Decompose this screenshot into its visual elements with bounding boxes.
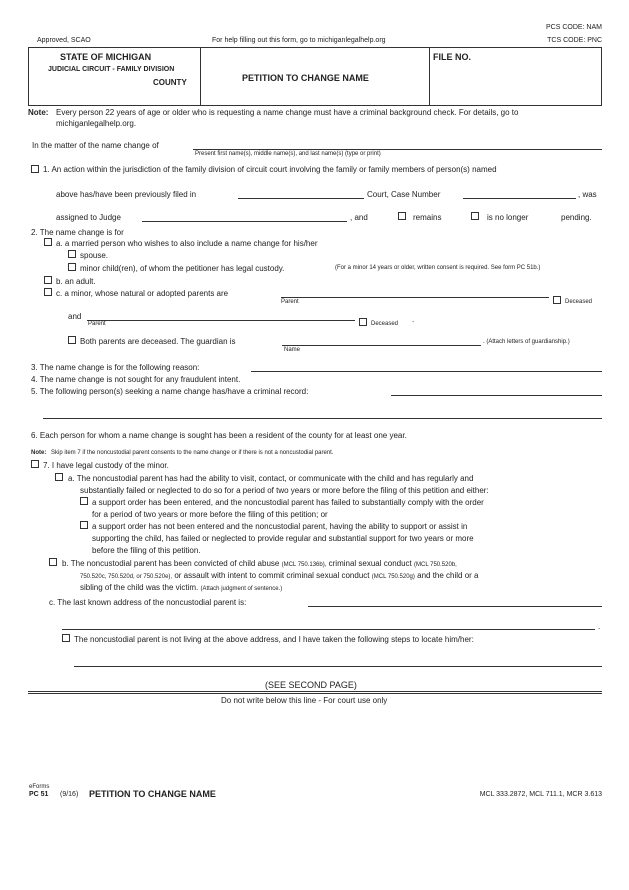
- footer-form-title: PETITION TO CHANGE NAME: [89, 789, 216, 799]
- eforms-label: eForms: [29, 784, 50, 790]
- item7b-text: and the child or a: [417, 571, 479, 580]
- item2b-text: b. an adult.: [56, 277, 96, 286]
- item7a-text: a. The noncustodial parent has had the ability to visit, contact, or communicate with the child and has regularly and: [68, 474, 474, 483]
- court-use-divider: [28, 691, 602, 692]
- note-label: Note:: [28, 108, 49, 117]
- item7b-text: criminal sexual conduct: [328, 559, 412, 568]
- item4-text: 4. The name change is not sought for any fraudulent intent.: [31, 375, 241, 384]
- attach-guardianship: . (Attach letters of guardianship.): [483, 339, 570, 345]
- spouse-label: spouse.: [80, 251, 109, 260]
- guardian-line: [282, 345, 481, 346]
- parent1-deceased-checkbox[interactable]: [553, 296, 561, 304]
- criminal-record-line-2: [43, 418, 602, 419]
- help-text: For help filling out this form, go to michiganlegalhelp.org: [212, 37, 386, 44]
- pending-label: pending.: [561, 213, 592, 222]
- item7a-checkbox[interactable]: [55, 473, 63, 481]
- item7b-text: or assault with intent to commit criminal sexual conduct: [174, 571, 370, 580]
- case-number-input[interactable]: [464, 188, 575, 198]
- parent-caption: Parent: [281, 299, 299, 305]
- court-input[interactable]: [239, 188, 363, 198]
- parent2-input[interactable]: [88, 310, 354, 320]
- attach-judgment: (Attach judgment of sentence.): [200, 586, 283, 592]
- file-no-input[interactable]: [434, 66, 594, 76]
- item7b-text: [62, 559, 457, 568]
- judge-line: [142, 221, 347, 222]
- support-entered-text: a support order has been entered, and the noncustodial parent has failed to substantially comply with the order: [92, 498, 484, 507]
- form-id: PC 51: [29, 791, 49, 798]
- parent1-input[interactable]: [282, 287, 548, 297]
- approval-text: Approved, SCAO: [37, 37, 91, 44]
- not-living-checkbox[interactable]: [62, 634, 70, 642]
- county-label: COUNTY: [153, 78, 187, 87]
- name-caption: Present first name(s), middle name(s), and last name(s) (type or print): [195, 151, 381, 157]
- mcl-ref: 750.520c, 750.520d, or 750.520e),: [80, 574, 173, 580]
- support-entered-text: for a period of two years or more before the filing of this petition; or: [92, 510, 328, 519]
- item7c-text: c. The last known address of the noncustodial parent is:: [49, 598, 247, 607]
- guardian-input[interactable]: [283, 335, 480, 345]
- criminal-record-line: [391, 395, 602, 396]
- deceased-caption: Deceased: [565, 299, 593, 305]
- both-deceased-checkbox[interactable]: [68, 336, 76, 344]
- spouse-checkbox[interactable]: [68, 250, 76, 258]
- no-longer-checkbox[interactable]: [471, 212, 479, 220]
- steps-line: [74, 666, 602, 667]
- minor-child-label: minor child(ren), of whom the petitioner has legal custody.: [80, 264, 285, 273]
- legal-references: MCL 333.2872, MCL 711.1, MCR 3.613: [479, 791, 602, 798]
- see-second-page: (SEE SECOND PAGE): [265, 680, 357, 690]
- support-not-entered-text: a support order has not been entered and the noncustodial parent, having the ability to support or assist in: [92, 522, 468, 531]
- reason-line: [251, 371, 602, 372]
- minor-child-checkbox[interactable]: [68, 263, 76, 271]
- period: .: [598, 622, 601, 631]
- no-longer-label: is no longer: [487, 213, 529, 222]
- not-living-text: The noncustodial parent is not living at the above address, and I have taken the following steps to locate him/her:: [74, 635, 474, 644]
- criminal-record-input[interactable]: [392, 385, 600, 395]
- pcs-code: PCS CODE: NAM: [545, 24, 602, 31]
- item7b-checkbox[interactable]: [49, 558, 57, 566]
- court-use-divider: [28, 693, 602, 694]
- parent-caption: Parent: [88, 321, 106, 327]
- note-text: michiganlegalhelp.org.: [56, 119, 137, 128]
- item6-note-label: Note:: [31, 450, 47, 456]
- parent2-deceased-checkbox[interactable]: [359, 318, 367, 326]
- parent2-line: [87, 320, 355, 321]
- item2a-checkbox[interactable]: [44, 238, 52, 246]
- item1-above: above has/have been previously filed in: [56, 190, 197, 199]
- and-label: and: [68, 312, 82, 321]
- file-no-label: FILE NO.: [433, 52, 471, 62]
- item7a-text: substantially failed or neglected to do so for a period of two years or more before the filing of this petition and either:: [80, 486, 489, 495]
- header-divider: [200, 47, 201, 106]
- period: .: [412, 315, 415, 324]
- and-label: , and: [350, 213, 368, 222]
- item6-note: Skip item 7 if the noncustodial parent consents to the name change or if there is not a noncustodial parent.: [51, 450, 334, 456]
- mcl-ref: (MCL 750.520b,: [414, 562, 457, 568]
- support-not-entered-checkbox[interactable]: [80, 521, 88, 529]
- name-caption: Name: [284, 347, 301, 353]
- tcs-code: TCS CODE: PNC: [547, 37, 602, 44]
- address-line: [308, 606, 602, 607]
- was-label: , was: [578, 190, 597, 199]
- state-name: STATE OF MICHIGAN: [60, 52, 152, 62]
- address-input[interactable]: [309, 596, 600, 606]
- support-not-entered-text: supporting the child, has failed or neglected to provide regular and substantial support for two years or more: [92, 534, 474, 543]
- remains-checkbox[interactable]: [398, 212, 406, 220]
- court-case-label: Court, Case Number: [367, 190, 441, 199]
- address-line-2: [62, 629, 595, 630]
- court-name: JUDICIAL CIRCUIT - FAMILY DIVISION: [48, 66, 175, 73]
- item2a-text: a. a married person who wishes to also include a name change for his/her: [56, 239, 318, 248]
- judge-input[interactable]: [143, 211, 346, 221]
- assigned-label: assigned to Judge: [56, 213, 121, 222]
- item3-text: 3. The name change is for the following reason:: [31, 363, 200, 372]
- item7b-text: [80, 571, 479, 580]
- reason-input[interactable]: [252, 361, 600, 371]
- item7-text: 7. I have legal custody of the minor.: [43, 461, 169, 470]
- both-deceased-text: Both parents are deceased. The guardian is: [80, 337, 236, 346]
- steps-input[interactable]: [75, 656, 600, 666]
- present-name-input[interactable]: [194, 139, 600, 149]
- item7b-text: sibling of the child was the victim.: [80, 583, 199, 592]
- item7-checkbox[interactable]: [31, 460, 39, 468]
- case-line: [463, 198, 576, 199]
- item2-text: 2. The name change is for: [31, 228, 124, 237]
- criminal-record-input-2[interactable]: [44, 408, 600, 418]
- court-use-note: Do not write below this line - For court use only: [221, 696, 388, 705]
- deceased-caption: Deceased: [371, 321, 399, 327]
- item5-text: 5. The following person(s) seeking a name change has/have a criminal record:: [31, 387, 309, 396]
- mcl-ref: (MCL 750.136b),: [281, 562, 327, 568]
- item2c-checkbox[interactable]: [44, 288, 52, 296]
- support-not-entered-text: before the filing of this petition.: [92, 546, 201, 555]
- mcl-ref: (MCL 750.520g): [371, 574, 415, 580]
- item7b-text: [80, 583, 282, 592]
- note-text: Every person 22 years of age or older who is requesting a name change must have a criminal background check. For details, go to: [56, 108, 519, 117]
- name-line: [193, 149, 602, 150]
- header-divider: [429, 47, 430, 106]
- address-input-2[interactable]: [63, 619, 593, 629]
- form-title: PETITION TO CHANGE NAME: [242, 73, 369, 83]
- item6-text: 6. Each person for whom a name change is sought has been a resident of the county for at least one year.: [31, 431, 407, 440]
- parent1-line: [281, 297, 549, 298]
- court-line: [238, 198, 364, 199]
- item1-checkbox[interactable]: [31, 165, 39, 173]
- form-revision: (9/16): [60, 791, 79, 798]
- support-entered-checkbox[interactable]: [80, 497, 88, 505]
- minor-note: (For a minor 14 years or older, written consent is required. See form PC 51b.): [335, 265, 541, 271]
- matter-label: In the matter of the name change of: [32, 141, 159, 150]
- item7b-text: b. The noncustodial parent has been convicted of child abuse: [62, 559, 280, 568]
- item2b-checkbox[interactable]: [44, 276, 52, 284]
- item2c-text: c. a minor, whose natural or adopted parents are: [56, 289, 229, 298]
- item1-text: 1. An action within the jurisdiction of the family division of circuit court involving the family or family members of person(s) named: [43, 165, 497, 174]
- remains-label: remains: [413, 213, 442, 222]
